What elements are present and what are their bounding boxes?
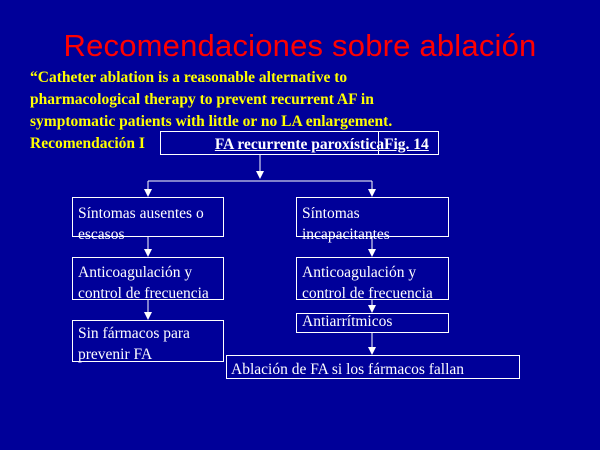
slide-title: Recomendaciones sobre ablación bbox=[63, 28, 537, 63]
left-symptoms-text: Síntomas ausentes o escasos bbox=[78, 205, 204, 243]
quote-line-3: symptomatic patients with little or no LA enlargement. bbox=[30, 113, 393, 130]
recommendation-center: FA recurrente paroxística bbox=[214, 136, 385, 153]
right-anticoag-text: Anticoagulación y control de frecuencia bbox=[302, 264, 433, 302]
figure-reference: Fig. 14 bbox=[384, 136, 429, 153]
recommendation-label: Recomendación I bbox=[30, 135, 145, 152]
ablation-text: Ablación de FA si los fármacos fallan bbox=[231, 361, 465, 378]
quote-line-2: pharmacological therapy to prevent recurrent AF in bbox=[30, 91, 374, 108]
right-antiarrhythmic-text: Antiarrítmicos bbox=[302, 313, 393, 330]
left-anticoag-text: Anticoagulación y control de frecuencia bbox=[78, 264, 209, 302]
left-no-drugs-text: Sin fármacos para prevenir FA bbox=[78, 325, 190, 363]
right-symptoms-text: Síntomas incapacitantes bbox=[302, 205, 390, 243]
quote-line-1: “Catheter ablation is a reasonable alternative to bbox=[30, 69, 348, 86]
